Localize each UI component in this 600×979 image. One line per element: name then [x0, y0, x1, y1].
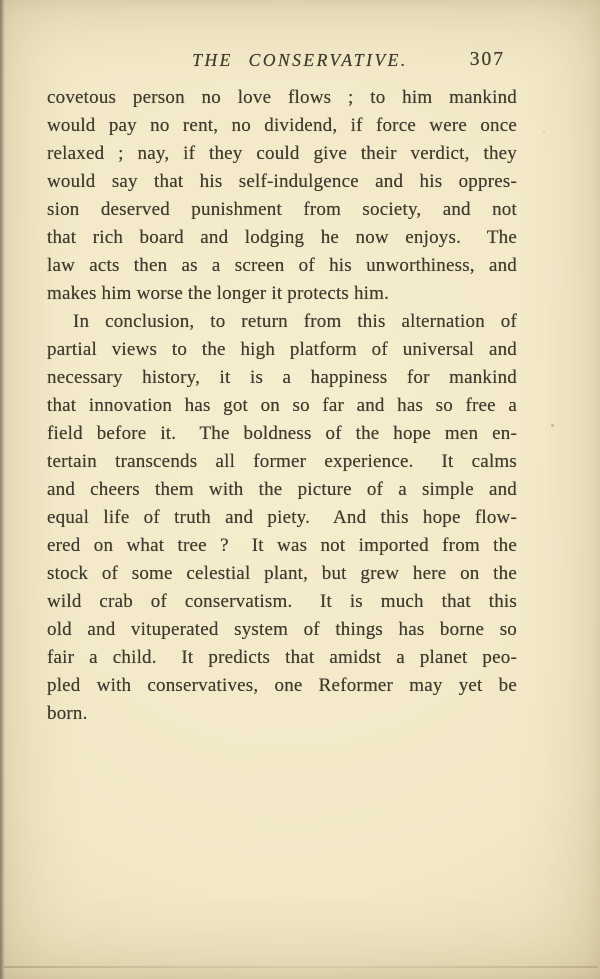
text-line: partial views to the high platform of universal and [47, 339, 517, 360]
text-line: wild crab of conservatism. It is much that this [47, 591, 517, 612]
text-line: stock of some celestial plant, but grew here on the [47, 563, 517, 584]
text-line: field before it. The boldness of the hope men en- [47, 423, 517, 444]
text-line: that innovation has got on so far and has so free a [47, 395, 517, 416]
text-line: and cheers them with the picture of a simple and [47, 479, 517, 500]
text-line: necessary history, it is a happiness for mankind [47, 367, 517, 388]
text-line: fair a child. It predicts that amidst a planet peo- [47, 647, 517, 668]
text-line: law acts then as a screen of his unworthiness, and [47, 255, 517, 276]
running-head [0, 50, 600, 74]
text-line: In conclusion, to return from this alternation of [73, 311, 517, 332]
text-line: relaxed ; nay, if they could give their verdict, they [47, 143, 517, 164]
text-line: covetous person no love flows ; to him mankind [47, 87, 517, 108]
text-line: sion deserved punishment from society, and not [47, 199, 517, 220]
text-line: pled with conservatives, one Reformer may yet be [47, 675, 517, 696]
text-line: that rich board and lodging he now enjoys. The [47, 227, 517, 248]
page-body [47, 84, 517, 728]
page-number: 307 [469, 49, 505, 70]
text-line: tertain transcends all former experience. It calms [47, 451, 517, 472]
scan-speck [551, 424, 554, 427]
text-line: born. [47, 703, 88, 724]
text-line: equal life of truth and piety. And this hope flow- [47, 507, 517, 528]
scan-speck [543, 131, 545, 133]
text-line: would say that his self-indulgence and his oppres- [47, 171, 517, 192]
text-line: would pay no rent, no dividend, if force were once [47, 115, 517, 136]
text-line: ered on what tree ? It was not imported from the [47, 535, 517, 556]
running-head-title: THE CONSERVATIVE. [192, 50, 408, 70]
text-line: makes him worse the longer it protects him. [47, 283, 390, 304]
text-line: old and vituperated system of things has borne so [47, 619, 517, 640]
